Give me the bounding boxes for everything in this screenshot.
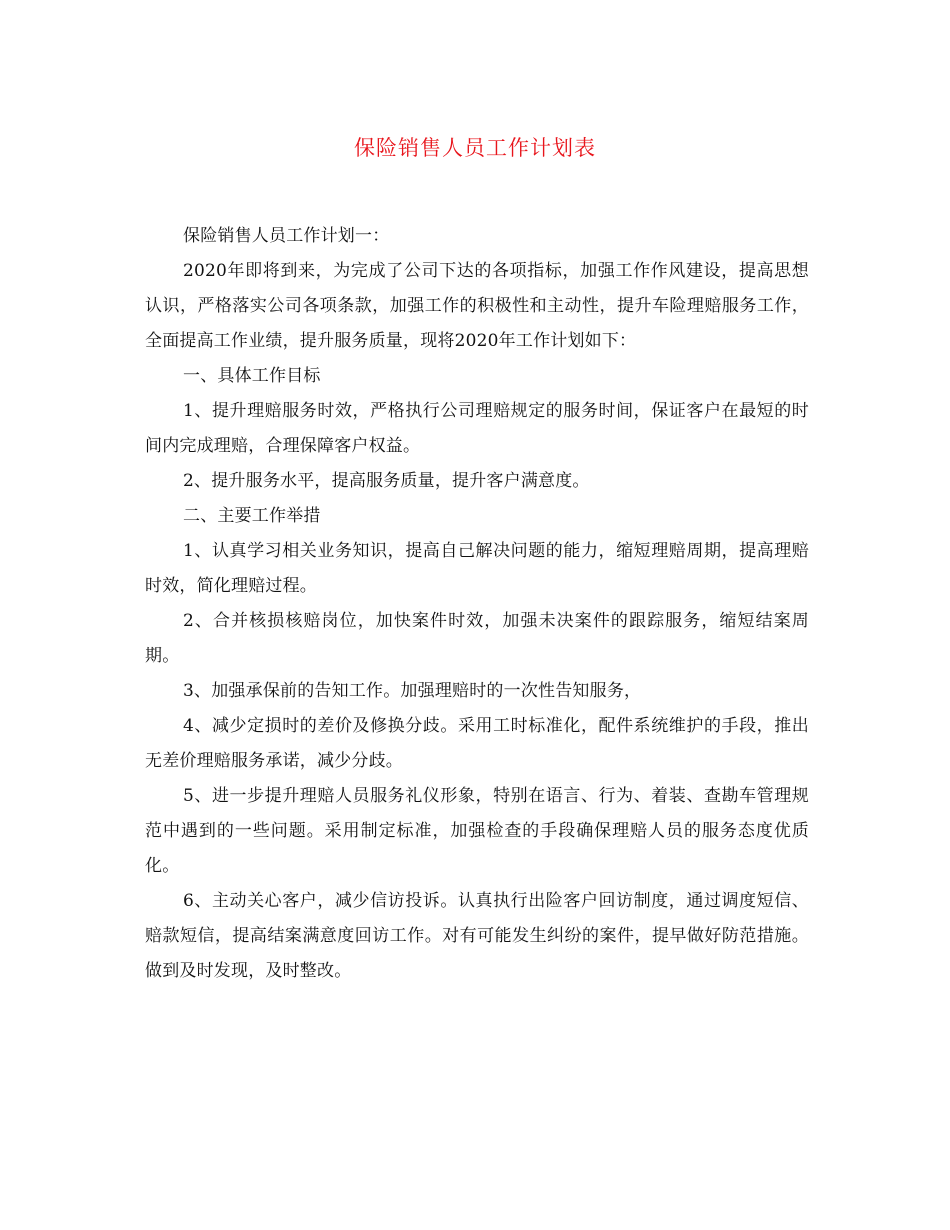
paragraph-plan-heading: 保险销售人员工作计划一：: [183, 226, 390, 246]
document-body: [145, 219, 809, 989]
paragraph-measure-3: 3、加强承保前的告知工作。加强理赔时的一次性告知服务，: [183, 681, 642, 701]
document-title: 保险销售人员工作计划表: [354, 136, 596, 160]
paragraph-goal-1: 1、提升理赔服务时效，严格执行公司理赔规定的服务时间，保证客户在最短的时间内完成理赔，合理保障客户权益。: [145, 401, 809, 456]
paragraph-measure-6: 6、主动关心客户，减少信访投诉。认真执行出险客户回访制度，通过调度短信、赔款短信，提高结案满意度回访工作。对有可能发生纠纷的案件，提早做好防范措施。做到及时发现，及时整改。: [145, 891, 809, 981]
section-heading-goals: 一、具体工作目标: [183, 366, 321, 386]
paragraph-measure-4: 4、减少定损时的差价及修换分歧。采用工时标准化，配件系统维护的手段，推出无差价理赔服务承诺，减少分歧。: [145, 716, 809, 771]
paragraph-measure-2: 2、合并核损核赔岗位，加快案件时效，加强未决案件的跟踪服务，缩短结案周期。: [145, 611, 809, 666]
paragraph-intro: 2020年即将到来，为完成了公司下达的各项指标，加强工作作风建设，提高思想认识，严格落实公司各项条款，加强工作的积极性和主动性，提升车险理赔服务工作，全面提高工作业绩，提升服务质量，现将2020年工作计划如下：: [145, 261, 809, 351]
section-heading-measures: 二、主要工作举措: [183, 506, 321, 526]
paragraph-goal-2: 2、提升服务水平，提高服务质量，提升客户满意度。: [183, 471, 590, 491]
paragraph-measure-1: 1、认真学习相关业务知识，提高自己解决问题的能力，缩短理赔周期，提高理赔时效，简化理赔过程。: [145, 541, 809, 596]
paragraph-measure-5: 5、进一步提升理赔人员服务礼仪形象，特别在语言、行为、着装、查勘车管理规范中遇到的一些问题。采用制定标准，加强检查的手段确保理赔人员的服务态度优质化。: [145, 786, 809, 876]
